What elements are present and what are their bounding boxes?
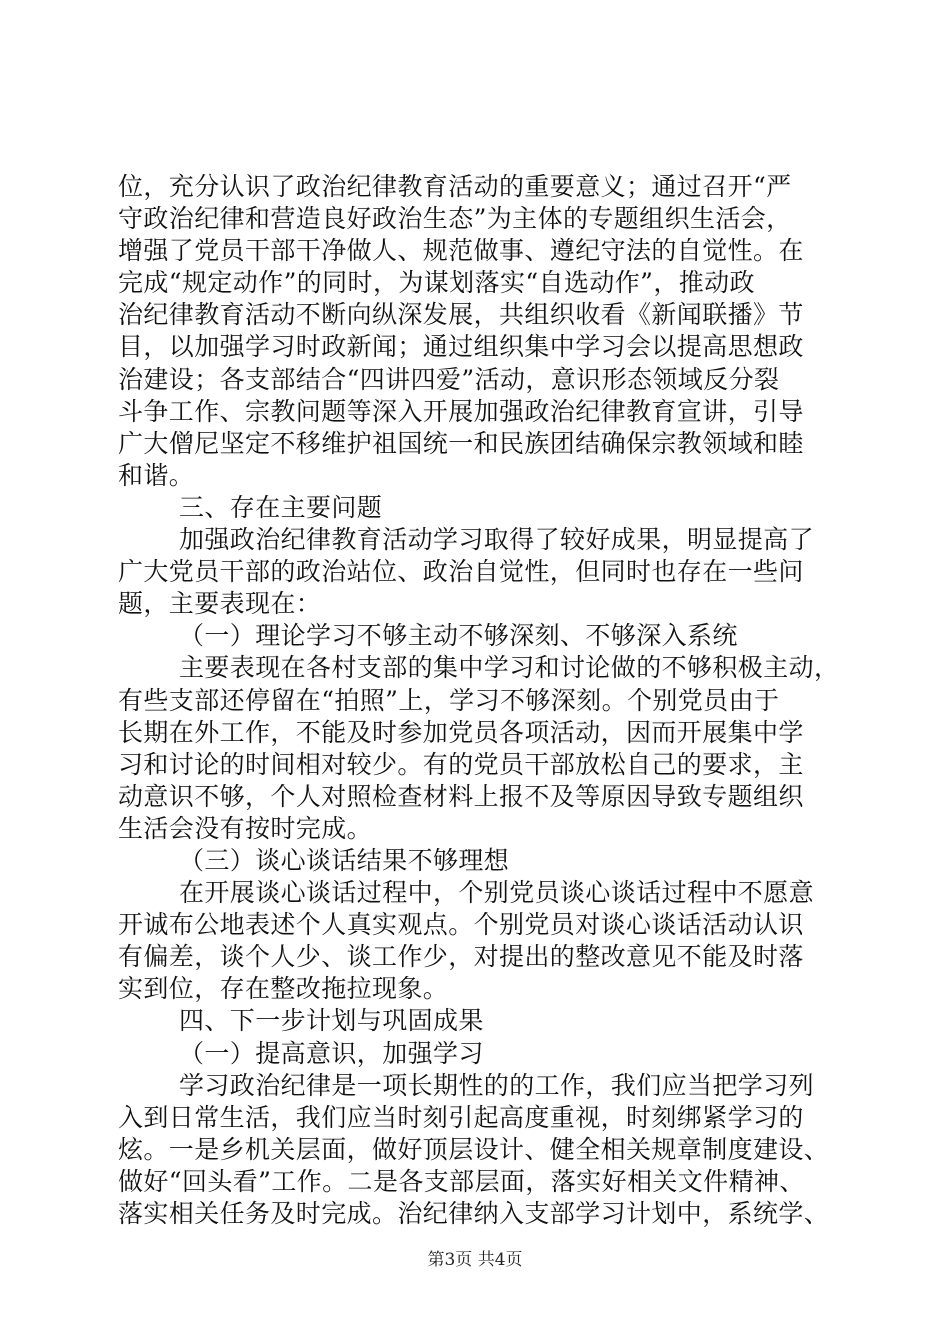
text-line: 位，充分认识了政治纪律教育活动的重要意义；通过召开“严 xyxy=(118,172,792,201)
text-line: 三、存在主要问题 xyxy=(179,492,383,522)
text-line: 落实相关任务及时完成。治纪律纳入支部学习计划中，系统学、 xyxy=(118,1199,830,1228)
text-line: 开诚布公地表述个人真实观点。个别党员对谈心谈话活动认识 xyxy=(118,910,804,940)
text-line: 完成“规定动作”的同时，为谋划落实“自选动作”，推动政 xyxy=(118,268,755,298)
page-footer: 第3页 共4页 xyxy=(427,1250,523,1270)
text-line: 生活会没有按时完成。 xyxy=(118,813,373,843)
text-line: 做好“回头看”工作。二是各支部层面，落实好相关文件精神、 xyxy=(118,1166,805,1196)
text-line: 学习政治纪律是一项长期性的的工作，我们应当把学习列 xyxy=(179,1070,815,1100)
text-line: 广大僧尼坚定不移维护祖国统一和民族团结确保宗教领域和睦 xyxy=(118,428,804,458)
text-line: 广大党员干部的政治站位、政治自觉性，但同时也存在一些问 xyxy=(118,557,804,587)
text-line: 有偏差，谈个人少、谈工作少，对提出的整改意见不能及时落 xyxy=(118,942,804,972)
text-line: 入到日常生活，我们应当时刻引起高度重视，时刻绑紧学习的 xyxy=(118,1102,804,1132)
text-line: 治纪律教育活动不断向纵深发展，共组织收看《新闻联播》节 xyxy=(118,300,804,330)
text-line: 主要表现在各村支部的集中学习和讨论做的不够积极主动， xyxy=(179,653,840,683)
text-line: 习和讨论的时间相对较少。有的党员干部放松自己的要求，主 xyxy=(118,749,804,779)
document-body xyxy=(118,171,838,1230)
text-line: （一）提高意识，加强学习 xyxy=(179,1038,484,1068)
text-line: 在开展谈心谈话过程中，个别党员谈心谈话过程中不愿意 xyxy=(179,878,815,908)
text-line: 有些支部还停留在“拍照”上，学习不够深刻。个别党员由于 xyxy=(118,685,780,715)
text-line: 目，以加强学习时政新闻；通过组织集中学习会以提高思想政 xyxy=(118,332,804,362)
text-line: 斗争工作、宗教问题等深入开展加强政治纪律教育宣讲，引导 xyxy=(118,396,804,426)
text-line: 守政治纪律和营造良好政治生态”为主体的专题组织生活会， xyxy=(118,204,792,234)
text-line: 长期在外工作，不能及时参加党员各项活动，因而开展集中学 xyxy=(118,717,804,747)
text-line: 增强了党员干部干净做人、规范做事、遵纪守法的自觉性。在 xyxy=(118,236,804,266)
text-line: 实到位，存在整改拖拉现象。 xyxy=(118,974,449,1004)
text-line: 题，主要表现在： xyxy=(118,589,322,619)
text-line: （一）理论学习不够主动不够深刻、不够深入系统 xyxy=(179,621,738,651)
text-line: 炫。一是乡机关层面，做好顶层设计、健全相关规章制度建设、 xyxy=(118,1134,830,1164)
text-line: （三）谈心谈话结果不够理想 xyxy=(179,845,510,875)
text-line: 加强政治纪律教育活动学习取得了较好成果，明显提高了 xyxy=(179,525,815,555)
text-line: 动意识不够，个人对照检查材料上报不及等原因导致专题组织 xyxy=(118,781,804,811)
text-line: 四、下一步计划与巩固成果 xyxy=(179,1006,484,1036)
text-line: 治建设；各支部结合“四讲四爱”活动，意识形态领域反分裂 xyxy=(118,364,780,394)
text-line: 和谐。 xyxy=(118,460,195,490)
